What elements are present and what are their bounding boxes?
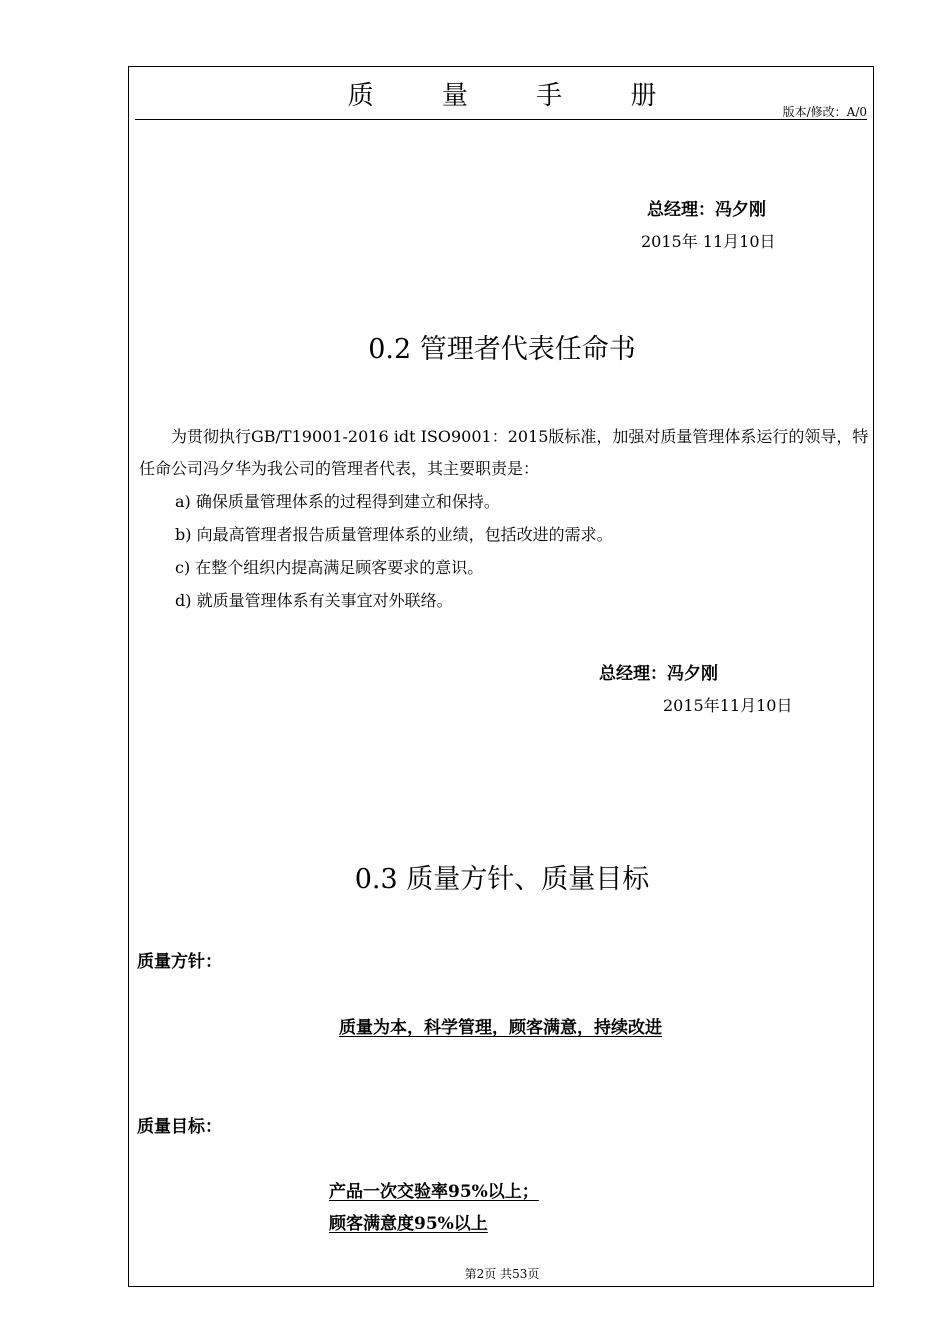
quality-objective-1: 产品一次交验率95%以上；	[329, 1182, 539, 1202]
quality-objective-2: 顾客满意度95%以上	[329, 1214, 488, 1234]
signature-1-name: 总经理：冯夕刚	[647, 200, 766, 220]
duty-item-a: a) 确保质量管理体系的过程得到建立和保持。	[175, 492, 500, 511]
signature-2-date: 2015年11月10日	[663, 696, 793, 715]
duty-item-c: c) 在整个组织内提高满足顾客要求的意识。	[175, 558, 484, 577]
manual-title: 质 量 手 册	[347, 81, 687, 111]
quality-policy-label: 质量方针：	[137, 952, 222, 972]
quality-objective-label: 质量目标：	[137, 1117, 222, 1137]
quality-policy-text: 质量为本，科学管理，顾客满意，持续改进	[339, 1018, 662, 1038]
section-02-heading: 0.2 管理者代表任命书	[368, 334, 636, 365]
signature-1-date: 2015年 11月10日	[641, 232, 776, 251]
duty-item-d: d) 就质量管理体系有关事宜对外联络。	[175, 591, 453, 610]
version-label: 版本/修改：A/0	[782, 105, 867, 119]
section-03-heading: 0.3 质量方针、质量目标	[354, 864, 650, 895]
page-frame	[128, 66, 874, 1287]
section-02-paragraph: 为贯彻执行GB/T19001-2016 idt ISO9001：2015版标准，加强对质量管理体系运行的领导，特任命公司冯夕华为我公司的管理者代表，其主要职责是：	[139, 427, 869, 478]
header-divider	[135, 119, 867, 120]
page-number: 第2页 共53页	[464, 1267, 540, 1281]
signature-2-name: 总经理：冯夕刚	[599, 664, 718, 684]
duty-item-b: b) 向最高管理者报告质量管理体系的业绩，包括改进的需求。	[175, 525, 613, 544]
